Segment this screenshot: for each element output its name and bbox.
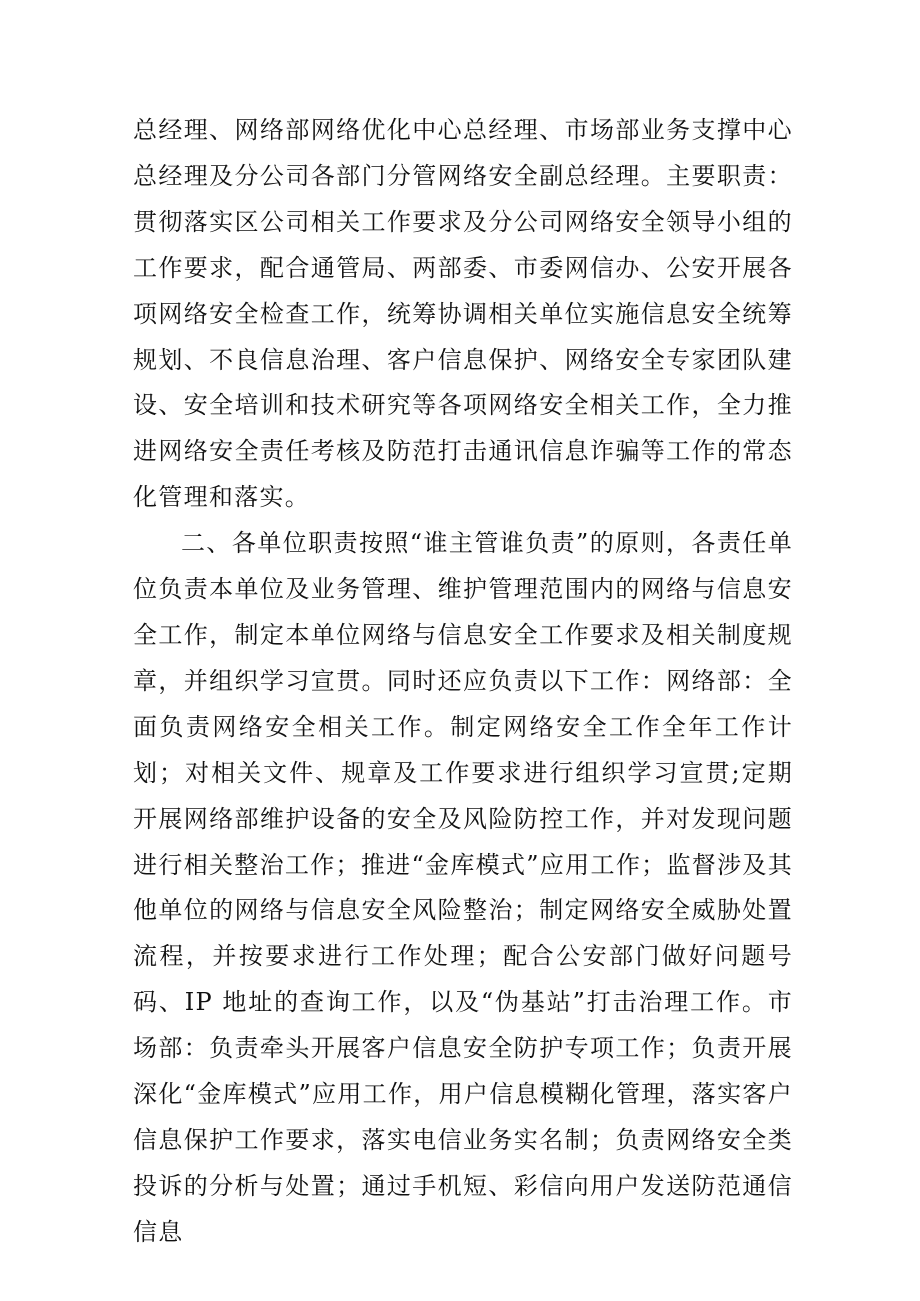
paragraph-1: 总经理、网络部网络优化中心总经理、市场部业务支撑中心总经理及分公司各部门分管网络安全副总经理。主要职责：贯彻落实区公司相关工作要求及分公司网络安全领导小组的工作要求，配合通管局、两部委、市委网信办、公安开展各项网络安全检查工作，统筹协调相关单位实施信息安全统筹规划、不良信息治理、客户信息保护、网络安全专家团队建设、安全培训和技术研究等各项网络安全相关工作，全力推进网络安全责任考核及防范打击通讯信息诈骗等工作的常态化管理和落实。 [133, 116, 793, 512]
paragraph-2: 二、各单位职责按照“谁主管谁负责”的原则，各责任单位负责本单位及业务管理、维护管理范围内的网络与信息安全工作，制定本单位网络与信息安全工作要求及相关制度规章，并组织学习宣贯。同时还应负责以下工作：网络部：全面负责网络安全相关工作。制定网络安全工作全年工作计划；对相关文件、规章及工作要求进行组织学习宣贯;定期开展网络部维护设备的安全及风险防控工作，并对发现问题进行相关整治工作；推进“金库模式”应用工作；监督涉及其他单位的网络与信息安全风险整治；制定网络安全威胁处置流程，并按要求进行工作处理；配合公安部门做好问题号码、IP 地址的查询工作，以及“伪基站”打击治理工作。市场部：负责牵头开展客户信息安全防护专项工作；负责开展深化“金库模式”应用工作，用户信息模糊化管理，落实客户信息保护工作要求，落实电信业务实名制；负责网络安全类投诉的分析与处置；通过手机短、彩信向用户发送防范通信信息 [133, 529, 793, 1246]
document-body [133, 108, 793, 1256]
